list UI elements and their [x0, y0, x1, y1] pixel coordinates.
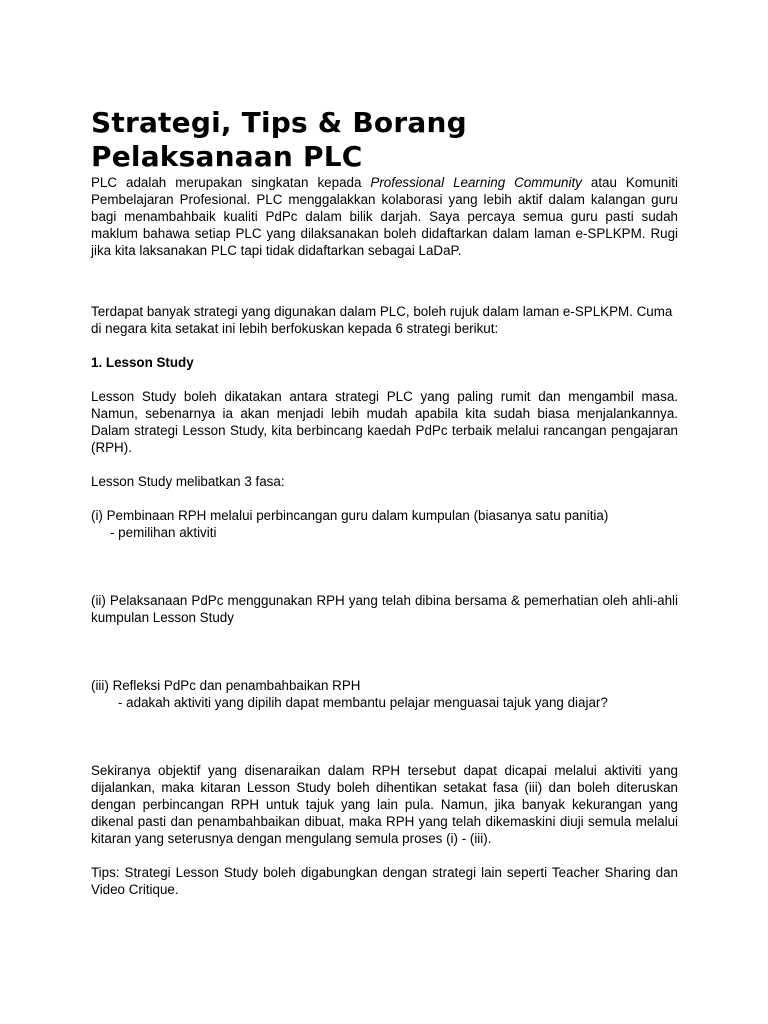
intro-text-end: atau Komuniti Pembelajaran Profesional. PLC menggalakkan kolaborasi yang lebih aktif dalam kalangan guru bagi menambahbaik kualiti PdPc dalam bilik darjah. Saya percaya semua guru pasti sudah maklum bahawa setiap PLC yang dilaksanakan boleh didaftarkan dalam laman e-SPLKPM. Rugi jika kita laksanakan PLC tapi tidak didaftarkan sebagai LaDaP. — [91, 175, 679, 258]
section-heading-lesson-study: 1. Lesson Study — [91, 355, 194, 370]
phase-2: (ii) Pelaksanaan PdPc menggunakan RPH yang telah dibina bersama & pemerhatian oleh ahli-ahli kumpulan Lesson Study — [91, 593, 678, 625]
phases-intro: Lesson Study melibatkan 3 fasa: — [91, 474, 285, 489]
phase-1-sub: - pemilihan aktiviti — [110, 525, 217, 540]
cycle-paragraph: Sekiranya objektif yang disenaraikan dalam RPH tersebut dapat dicapai melalui aktiviti yang dijalankan, maka kitaran Lesson Study boleh dihentikan setakat fasa (iii) dan boleh diteruskan dengan perbincangan RPH untuk tajuk yang lain pula. Namun, jika banyak kekurangan yang dikenal pasti dan penambahbaikan dibuat, maka RPH yang telah dikemaskini diuji semula melalui kitaran yang seterusnya dengan mengulang semula proses (i) - (iii). — [91, 763, 678, 846]
phase-3: (iii) Refleksi PdPc dan penambahbaikan RPH — [91, 678, 361, 693]
document-title: Strategi, Tips & Borang Pelaksanaan PLC — [91, 106, 467, 173]
intro-paragraph — [91, 174, 678, 259]
phase-1: (i) Pembinaan RPH melalui perbincangan guru dalam kumpulan (biasanya satu panitia) — [91, 508, 609, 523]
intro-text-start: PLC adalah merupakan singkatan kepada — [91, 175, 371, 190]
tips-paragraph: Tips: Strategi Lesson Study boleh digabungkan dengan strategi lain seperti Teacher Sharing dan Video Critique. — [91, 865, 678, 897]
phase-3-sub: - adakah aktiviti yang dipilih dapat membantu pelajar menguasai tajuk yang diajar? — [118, 695, 608, 710]
document-content — [91, 106, 678, 898]
strategies-intro-paragraph: Terdapat banyak strategi yang digunakan dalam PLC, boleh rujuk dalam laman e-SPLKPM. Cuma di negara kita setakat ini lebih berfokuskan kepada 6 strategi berikut: — [91, 304, 673, 336]
lesson-study-description: Lesson Study boleh dikatakan antara strategi PLC yang paling rumit dan mengambil masa. Namun, sebenarnya ia akan menjadi lebih mudah apabila kita sudah biasa menjalankannya. Dalam strategi Lesson Study, kita berbincang kaedah PdPc terbaik melalui rancangan pengajaran (RPH). — [91, 389, 678, 455]
intro-emphasis: Professional Learning Community — [370, 175, 582, 190]
